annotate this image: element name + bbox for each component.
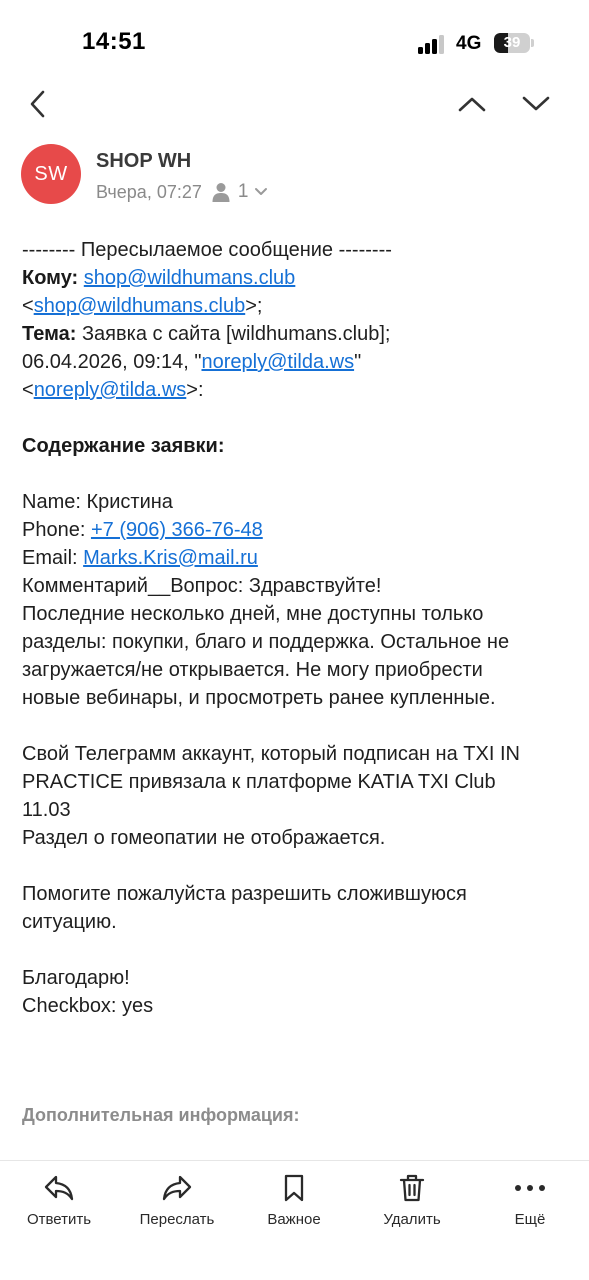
status-time: 14:51 bbox=[82, 28, 146, 55]
reply-button[interactable] bbox=[4, 1171, 114, 1235]
to-email-link-2[interactable]: shop@wildhumans.club bbox=[33, 295, 246, 317]
chevron-left-icon bbox=[28, 89, 48, 119]
network-type: 4G bbox=[456, 33, 482, 54]
email-line bbox=[22, 544, 577, 572]
chevron-down-icon bbox=[521, 95, 551, 113]
to-email-link[interactable]: shop@wildhumans.club bbox=[83, 267, 296, 289]
battery-level: 39 bbox=[503, 34, 521, 51]
from-line-2 bbox=[22, 376, 577, 404]
back-button[interactable] bbox=[18, 84, 58, 124]
paragraph-3-line-1: Помогите пожалуйста разрешить сложившуюся bbox=[22, 883, 467, 905]
date-line-suffix: " bbox=[354, 351, 362, 373]
important-label: Важное bbox=[267, 1211, 321, 1228]
forward-label: Переслать bbox=[139, 1211, 215, 1228]
subject-label: Тема: bbox=[22, 323, 77, 345]
from-close-bracket: >: bbox=[186, 379, 204, 401]
delete-label: Удалить bbox=[383, 1211, 441, 1228]
paragraph-2-line-4: Раздел о гомеопатии не отображается. bbox=[22, 827, 386, 849]
content-heading bbox=[22, 432, 577, 460]
paragraph-2-line-3: 11.03 bbox=[22, 799, 71, 821]
more-button[interactable] bbox=[475, 1171, 585, 1235]
content-heading-text: Содержание заявки: bbox=[22, 435, 225, 457]
to-open-bracket: < bbox=[22, 295, 34, 317]
recipients-count: 1 bbox=[237, 181, 249, 202]
more-label: Ещё bbox=[514, 1211, 546, 1228]
to-close-bracket: >; bbox=[245, 295, 263, 317]
message-body bbox=[22, 236, 577, 1020]
avatar-initials: SW bbox=[34, 162, 68, 185]
name-line bbox=[22, 488, 577, 516]
cellular-signal-icon bbox=[418, 34, 448, 54]
to-line-2 bbox=[22, 292, 577, 320]
next-message-button[interactable] bbox=[514, 84, 558, 124]
to-label: Кому: bbox=[22, 267, 79, 289]
message-date: Вчера, 07:27 bbox=[96, 181, 202, 202]
paragraph-1-line-3: загружается/не открывается. Не могу приобрести bbox=[22, 659, 483, 681]
customer-email-link[interactable]: Marks.Kris@mail.ru bbox=[83, 547, 258, 569]
paragraph-1-line-4: новые вебинары, и просмотреть ранее купленные. bbox=[22, 687, 496, 709]
extra-info-heading[interactable]: Дополнительная информация: bbox=[22, 1105, 300, 1125]
comment-line: Комментарий__Вопрос: Здравствуйте! bbox=[22, 575, 382, 597]
paragraph-2-line-2: PRACTICE привязала к платформе KATIA TXI Club bbox=[22, 771, 496, 793]
from-email-link[interactable]: noreply@tilda.ws bbox=[201, 351, 355, 373]
reply-label: Ответить bbox=[26, 1211, 92, 1228]
delete-button[interactable] bbox=[357, 1171, 467, 1235]
message-meta bbox=[96, 180, 268, 204]
person-icon bbox=[212, 182, 230, 202]
checkbox-line: Checkbox: yes bbox=[22, 995, 154, 1017]
subject-line bbox=[22, 320, 577, 348]
sender-avatar[interactable] bbox=[21, 144, 81, 204]
paragraph-2-line-1: Свой Телеграмм аккаунт, который подписан на TXI IN bbox=[22, 743, 520, 765]
forward-icon bbox=[161, 1174, 193, 1202]
forwarded-header: -------- Пересылаемое сообщение -------- bbox=[22, 239, 392, 261]
bottom-toolbar bbox=[0, 1160, 589, 1280]
forward-button[interactable] bbox=[122, 1171, 232, 1235]
phone-line bbox=[22, 516, 577, 544]
from-email-link-2[interactable]: noreply@tilda.ws bbox=[33, 379, 187, 401]
status-bar bbox=[0, 0, 589, 80]
phone-link[interactable]: +7 (906) 366-76-48 bbox=[90, 519, 263, 541]
recipients-toggle[interactable] bbox=[212, 181, 269, 203]
bookmark-icon bbox=[282, 1173, 306, 1203]
trash-icon bbox=[399, 1173, 425, 1203]
email-label: Email: bbox=[22, 547, 84, 569]
date-line-prefix: 06.04.2026, 09:14, " bbox=[22, 351, 202, 373]
subject-text: Заявка с сайта [wildhumans.club]; bbox=[81, 323, 391, 345]
battery-icon bbox=[494, 33, 530, 53]
reply-icon bbox=[43, 1174, 75, 1202]
important-button[interactable] bbox=[239, 1171, 349, 1235]
name-value: Кристина bbox=[86, 491, 173, 513]
paragraph-3-line-2: ситуацию. bbox=[22, 911, 117, 933]
more-dots-icon bbox=[514, 1184, 546, 1192]
paragraph-1-line-1: Последние несколько дней, мне доступны только bbox=[22, 603, 484, 625]
chevron-down-small-icon bbox=[254, 187, 268, 197]
to-line bbox=[22, 264, 577, 292]
phone-label: Phone: bbox=[22, 519, 91, 541]
sender-name[interactable]: SHOP WH bbox=[96, 150, 192, 172]
name-label: Name: bbox=[22, 491, 87, 513]
previous-message-button[interactable] bbox=[450, 84, 494, 124]
battery-tip bbox=[531, 39, 534, 47]
paragraph-1-line-2: разделы: покупки, благо и поддержка. Остальное не bbox=[22, 631, 510, 653]
from-open-bracket: < bbox=[22, 379, 34, 401]
chevron-up-icon bbox=[457, 95, 487, 113]
date-from-line bbox=[22, 348, 577, 376]
thanks-line: Благодарю! bbox=[22, 967, 130, 989]
